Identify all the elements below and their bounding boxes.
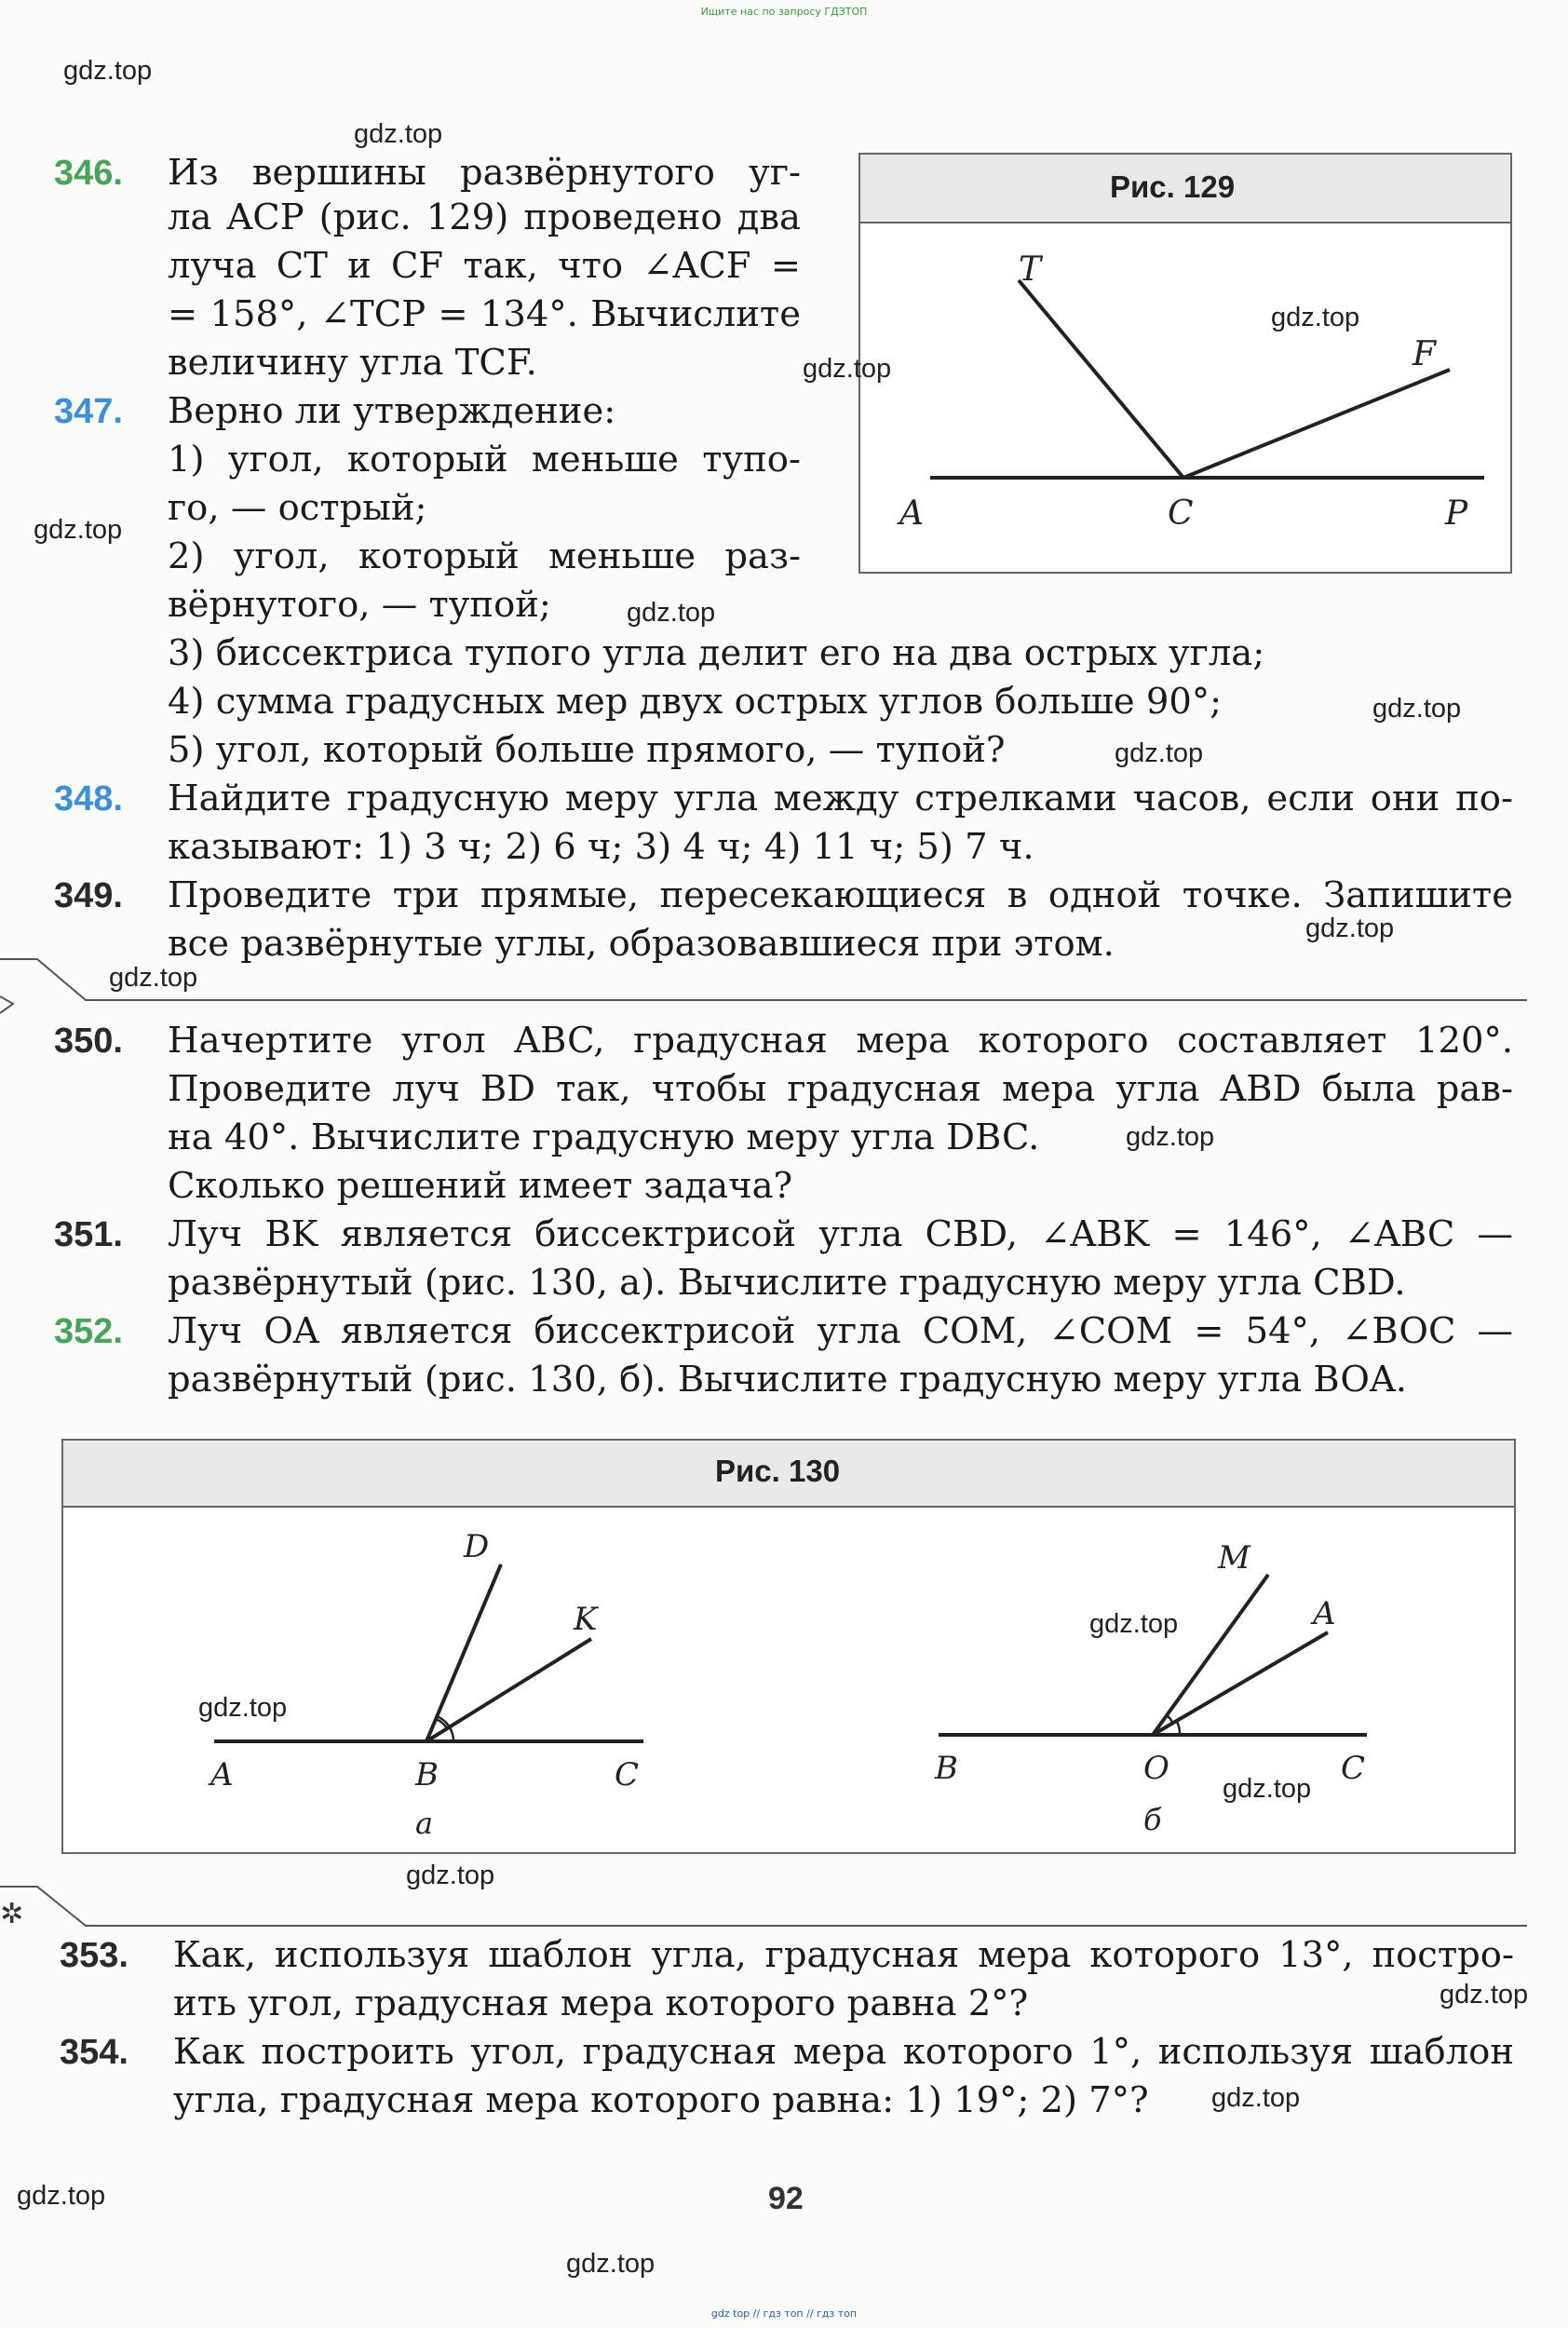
watermark-5: gdz.top <box>34 515 123 545</box>
label-b-a: B <box>415 1756 439 1793</box>
arc-aom <box>1167 1715 1172 1722</box>
ray-oa <box>1153 1632 1328 1735</box>
ray-bk <box>426 1639 591 1741</box>
watermark-18: gdz.top <box>17 2181 106 2211</box>
problem-349-line-2: все развёрнутые углы, образовавшиеся при этом. <box>168 923 1115 965</box>
label-c-a: C <box>615 1756 640 1793</box>
watermark-10: gdz.top <box>109 963 198 993</box>
label-a-b: A <box>1313 1595 1336 1632</box>
problem-354-number: 354. <box>60 2033 128 2072</box>
diamond-marker-icon <box>0 996 13 1013</box>
problem-347-line-3: го, — острый; <box>168 487 427 529</box>
ray-om <box>1153 1575 1268 1735</box>
problem-346-line-1: Из вершины развёрнутого уг- <box>168 152 801 194</box>
problem-349-number: 349. <box>54 876 123 915</box>
ray-cf <box>1183 370 1450 478</box>
problem-346-line-3: луча CT и CF так, что ∠ACF = <box>168 245 801 287</box>
problem-350-line-3: на 40°. Вычислите градусную меру угла DBC. <box>168 1117 1040 1158</box>
watermark-4: gdz.top <box>803 354 892 384</box>
label-o: O <box>1143 1750 1169 1787</box>
watermark-14: gdz.top <box>1223 1774 1312 1804</box>
watermark-12: gdz.top <box>1089 1609 1179 1639</box>
watermark-16: gdz.top <box>1440 1980 1529 2010</box>
problem-351-line-2: развёрнутый (рис. 130, а). Вычислите градусную меру угла CBD. <box>168 1262 1406 1304</box>
problem-353-line-2: ить угол, градусная мера которого равна 2°? <box>173 1983 1029 2024</box>
problem-351-line-1: Луч BK является биссектрисой угла CBD, ∠ABK = 146°, ∠ABC — <box>168 1213 1513 1255</box>
watermark-1: gdz.top <box>63 56 153 86</box>
figure-129-title: Рис. 129 <box>1110 169 1236 204</box>
problem-347-line-6: 3) биссектриса тупого угла делит его на два острых угла; <box>168 632 1265 674</box>
sublabel-b: б <box>1143 1802 1162 1837</box>
watermark-2: gdz.top <box>354 119 443 149</box>
problem-349-line-1: Проведите три прямые, пересекающиеся в одной точке. Запишите <box>168 874 1513 916</box>
problem-347-line-5: вёрнутого, — тупой; <box>168 584 551 626</box>
problem-354-line-1: Как построить угол, градусная мера которого 1°, используя шаблон <box>173 2031 1514 2073</box>
watermark-7: gdz.top <box>1372 694 1462 724</box>
problem-353-number: 353. <box>60 1936 128 1975</box>
problem-350-line-2: Проведите луч BD так, чтобы градусная мера угла ABD была рав- <box>168 1068 1513 1110</box>
problem-348-line-2: казывают: 1) 3 ч; 2) 6 ч; 3) 4 ч; 4) 11 ч; 5) 7 ч. <box>168 826 1034 868</box>
problem-347-line-8: 5) угол, который больше прямого, — тупой? <box>168 729 1006 771</box>
arc-coa <box>1176 1720 1180 1735</box>
figure-129 <box>858 153 1512 574</box>
section-divider-2 <box>0 1887 1527 1926</box>
problem-352-line-1: Луч OA является биссектрисой угла COM, ∠COM = 54°, ∠BOC — <box>168 1310 1513 1352</box>
header-banner: Ищите нас по запросу ГДЗТОП <box>700 6 868 18</box>
page-number: 92 <box>768 2181 804 2216</box>
problem-346-line-2: ла ACP (рис. 129) проведено два <box>168 196 801 238</box>
figure-130-title: Рис. 130 <box>715 1454 841 1488</box>
problem-354-line-2: угла, градусная мера которого равна: 1) 19°; 2) 7°? <box>173 2079 1149 2121</box>
watermark-3: gdz.top <box>1271 303 1360 332</box>
problem-347-line-7: 4) сумма градусных мер двух острых углов больше 90°; <box>168 681 1223 723</box>
problem-350-line-4: Сколько решений имеет задача? <box>168 1165 793 1207</box>
watermark-17: gdz.top <box>1211 2083 1301 2113</box>
watermark-9: gdz.top <box>1305 914 1395 943</box>
label-a-a: A <box>210 1756 234 1793</box>
problem-346-line-4: = 158°, ∠TCP = 134°. Вычислите <box>168 293 801 335</box>
watermark-13: gdz.top <box>198 1693 288 1723</box>
label-k: K <box>574 1601 598 1638</box>
label-t: T <box>1019 250 1042 289</box>
problem-346-line-5: величину угла TCF. <box>168 342 537 384</box>
problem-347-line-2: 1) угол, который меньше тупо- <box>168 439 801 480</box>
figure-129-drawing <box>860 155 1510 572</box>
label-c-b: C <box>1341 1750 1366 1787</box>
problem-353-line-1: Как, используя шаблон угла, градусная мера которого 13°, постро- <box>173 1934 1514 1976</box>
ray-bd <box>426 1564 501 1741</box>
watermark-15: gdz.top <box>406 1861 495 1890</box>
label-c: C <box>1168 494 1194 533</box>
problem-348-number: 348. <box>54 779 123 819</box>
label-d: D <box>464 1528 490 1565</box>
sublabel-a: а <box>415 1806 434 1841</box>
footer-banner: gdz top // гдз топ // гдз топ <box>710 2308 858 2320</box>
problem-350-number: 350. <box>54 1022 123 1061</box>
problem-347-line-4: 2) угол, который меньше раз- <box>168 535 801 577</box>
problem-351-number: 351. <box>54 1215 123 1254</box>
problem-350-line-1: Начертите угол ABC, градусная мера которого составляет 120°. <box>168 1020 1513 1062</box>
ray-ct <box>1019 280 1183 478</box>
problem-347-number: 347. <box>54 392 123 431</box>
watermark-19: gdz.top <box>566 2249 656 2279</box>
problem-352-number: 352. <box>54 1312 123 1351</box>
problem-348-line-1: Найдите градусную меру угла между стрелками часов, если они по- <box>168 778 1513 819</box>
problem-346-number: 346. <box>54 154 123 193</box>
problem-352-line-2: развёрнутый (рис. 130, б). Вычислите градусную меру угла BOA. <box>168 1359 1408 1401</box>
label-f: F <box>1413 335 1436 373</box>
watermark-6: gdz.top <box>627 598 716 628</box>
star-marker-icon: ✲ <box>0 1898 24 1930</box>
watermark-11: gdz.top <box>1126 1122 1215 1152</box>
watermark-8: gdz.top <box>1115 738 1204 768</box>
problem-347-line-1: Верно ли утверждение: <box>168 390 616 432</box>
label-m: M <box>1218 1539 1250 1577</box>
label-b-b: B <box>935 1750 958 1787</box>
label-p: P <box>1445 494 1468 533</box>
label-a: A <box>899 494 924 533</box>
